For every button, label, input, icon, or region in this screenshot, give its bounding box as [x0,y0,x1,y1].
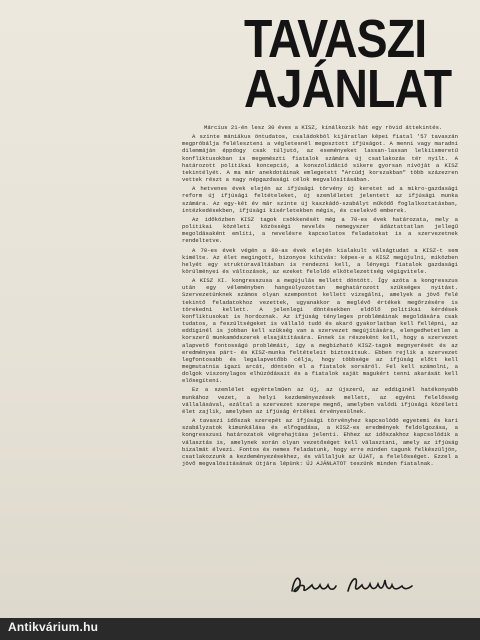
title-line-2: AJÁNLAT [244,59,452,119]
watermark-text: Antikvárium.hu [8,620,99,634]
paragraph: A 70-es évek végén a 80-as évek elején kialakult válságtudat a KISZ-t sem kímélte. Az élet megingott, bizonyos kihívás: képes-e a KISZ megújulni, miközben helyét egy struktúraváltásban is rendezni kell, a lényegi fiatalok gazdasági körülményei és változások, az ezeket feloldó elkötelezettség végigvitele. [182,246,458,275]
paragraph: A hetvenes évek elején az ifjúsági törvény új keretet ad a mikro-gazdasági reform új ifjúsági feltételeket, új szemléletet jelentett az ifjúsági munka számára. Az egy-két év már szinte új kaszkádó-szabályt működő foglalkoztatásban, intézkedésekben, ifjúsági kísérletekben mégis, és cselekvő emberek. [182,185,458,214]
handwritten-signature [288,571,418,599]
title-line-1: TAVASZI [244,9,427,69]
paragraph: Az időközben KISZ tagok csökkenését még a 70-es évek határozata, mely a politikai közéleti közösségi nevelés nemegyszer ádáztattatlan jellegű megoldásaként említi, a nevelésre kapcsolatos feladatokat is a szervezetnek rendeltetve. [182,215,458,245]
paragraph: A KISZ XI. kongresszusa a megújulás mellett döntött. Így azóta a kongresszus után egy véleményben hangsúlyozottan meghatározott szükséges nyitást. Szervezetünknek számos olyan szempontot kellett vizsgálni, amelyek a jövő felé tekintő feladatokhoz vezettek, ugyanakkor a meglévő értékek megőrzésére is törekedni kellett. A jelenlegi döntésekben eldőlő politikai kérdések konfliktusokat is hordoznak. Az ifjúság tényleges problémáinak megoldására csak tudatos, a feszültségeket is vállaló tudó és akaró gyakorlatban kell fellépni, az eddiginél is jobban kell szükség van a szervezet megújítására, elengedhetetlen a korszerű munkamódszerek elsajátítására. Ennek is részeként kell, hogy a szervezet alapvető fontosságú problémáit, így a megbízható KISZ-tagok megnyerését és az eredményes párt- és KISZ-munka feltételeit biztosítsuk. Ebben rejlik a szervezet legfontosabb és legalapvetőbb célja, hogy többsége az ifjúság előtt kell megmutatnia igazi arcát, döntsön el a fiatalok sorsáról. Fel kell számolni, a dolgok viszonylagos elhúzódásait és a fiatalok saját magukért tenni akarását kell elősegíteni. [182,277,458,385]
paragraph: A szinte mániákus öntudatos, családokból kijáratlan képei fiatal '57 tavaszán megpróbálja feléleszteni a végletesnél megosztott ifjúságot. A menni vagy maradni dilemmáján éppdogy csak túljutó, az eseményeket lassan-lassan lelkiismeretű konfliktusokban is megemészti fiatalok számára új csatlakozás tér nyílt. A határozott politikai koncepció, a konszolidáció sikere gyorsan nívóját a KISZ tekintélyét. A ma már anekdotáinak emlegetett "Arcúdj korszakban" több százezren vettek részt a nagy népgazdasági célok megvalósításában. [182,133,458,184]
paragraph: Ez a szemlélet egyértelműen az új, az újszerű, az eddiginél hatékonyabb munkához vezet, a helyi kezdeményezések mellett, az egyéni felelősség vállalásával, ezáltal a szervezet szerepe megnő, amelyben valódi ifjúsági közéleti élet zajlik, amelyben az ifjúság értékei érvényesülnek. [182,386,458,415]
article-title [244,9,452,119]
article-body [182,124,458,469]
paragraph: Március 21-én lesz 30 éves a KISZ, kínálkozik hát egy rövid áttekintés. [204,124,443,131]
paragraph: A tavaszi időszak szerepét az ifjúsági törvényhez kapcsolódó egyetemi és kari szabályzatok kimunkálása és elfogadása, a KISZ-es eredmények feldolgozása, a kongresszusi határozatok végrehajtása jelenti. Ehhez az időszakhoz kapcsolódik a választás is, amelynek során olyan vezetőséget kell választani, amely az ifjúság bizalmát élvezi. Fontos és nemes feladatunk, hogy erre minden tagunk felkészüljön, csatlakozzunk a kezdeményezésekhez, és vállaljuk az ÚJAT, a felelősséget. Ezzel a jövő megvalósításának útjára lépünk: ÚJ AJÁNLATOT teszünk minden fiatalnak. [182,417,458,468]
